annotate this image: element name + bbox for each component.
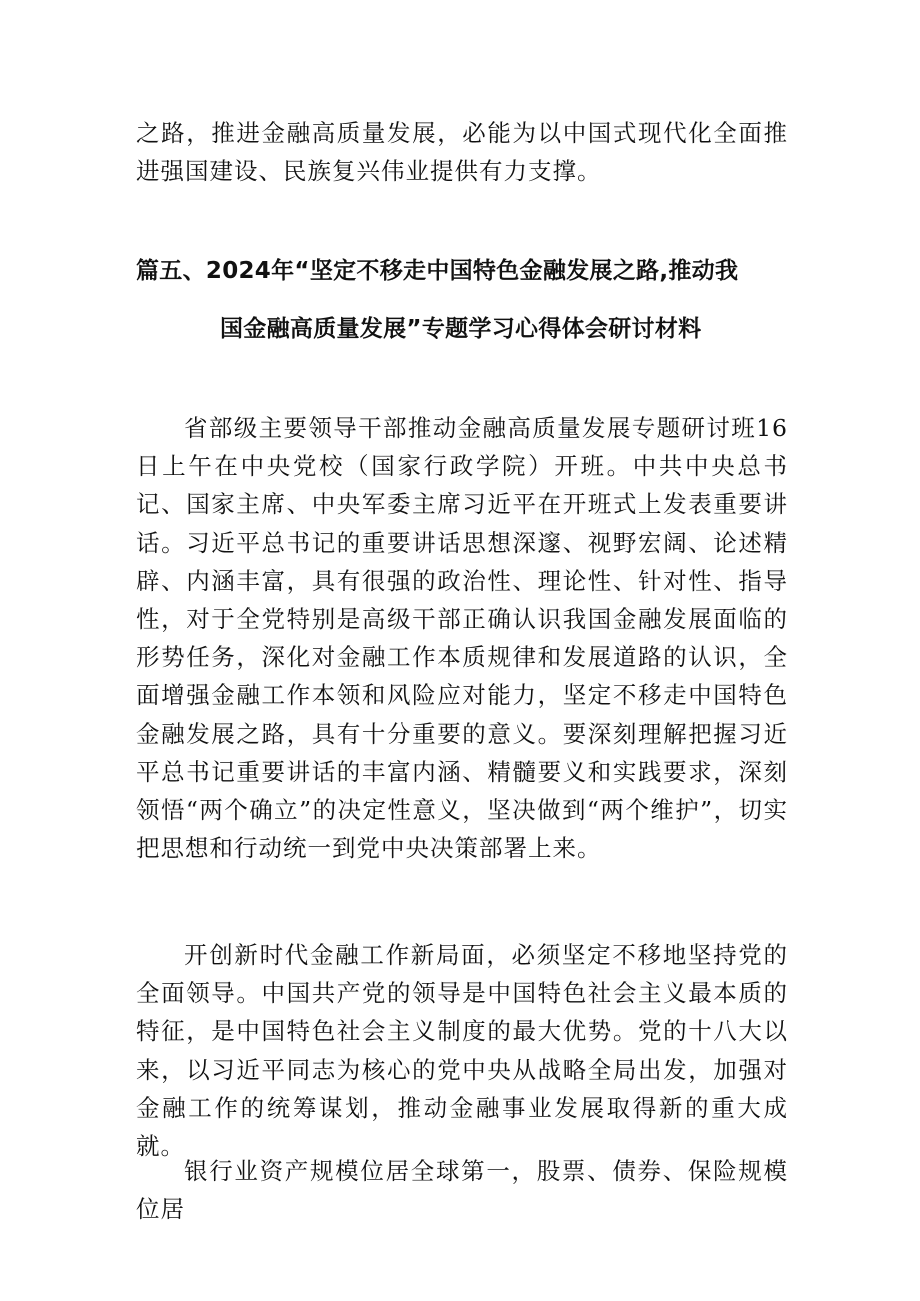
section-heading-line-2: 国金融高质量发展”专题学习心得体会研讨材料: [220, 316, 702, 342]
paragraph-banking-scale: 银行业资产规模位居全球第一，股票、债券、保险规模位居: [136, 1157, 788, 1224]
paragraph-party-leadership: 开创新时代金融工作新局面，必须坚定不移地坚持党的全面领导。中国共产党的领导是中国特色社会主义最本质的特征，是中国特色社会主义制度的最大优势。党的十八大以来，以习近平同志为核心的党中央从战略全局出发，加强对金融工作的统筹谋划，推动金融事业发展取得新的重大成就。: [136, 941, 788, 1161]
section-heading-line-1: 篇五、2024年“坚定不移走中国特色金融发展之路,推动我: [136, 258, 739, 284]
paragraph-seminar-opening: 省部级主要领导干部推动金融高质量发展专题研讨班16日上午在中央党校（国家行政学院）开班。中共中央总书记、国家主席、中央军委主席习近平在开班式上发表重要讲话。习近平总书记的重要讲话思想深邃、视野宏阔、论述精辟、内涵丰富，具有很强的政治性、理论性、针对性、指导性，对于全党特别是高级干部正确认识我国金融发展面临的形势任务，深化对金融工作本质规律和发展道路的认识，全面增强金融工作本领和风险应对能力，坚定不移走中国特色金融发展之路，具有十分重要的意义。要深刻理解把握习近平总书记重要讲话的丰富内涵、精髓要义和实践要求，深刻领悟“两个确立”的决定性意义，坚决做到“两个维护”，切实把思想和行动统一到党中央决策部署上来。: [136, 414, 788, 863]
paragraph-continuation: 之路，推进金融高质量发展，必能为以中国式现代化全面推进强国建设、民族复兴伟业提供有力支撑。: [136, 119, 788, 186]
